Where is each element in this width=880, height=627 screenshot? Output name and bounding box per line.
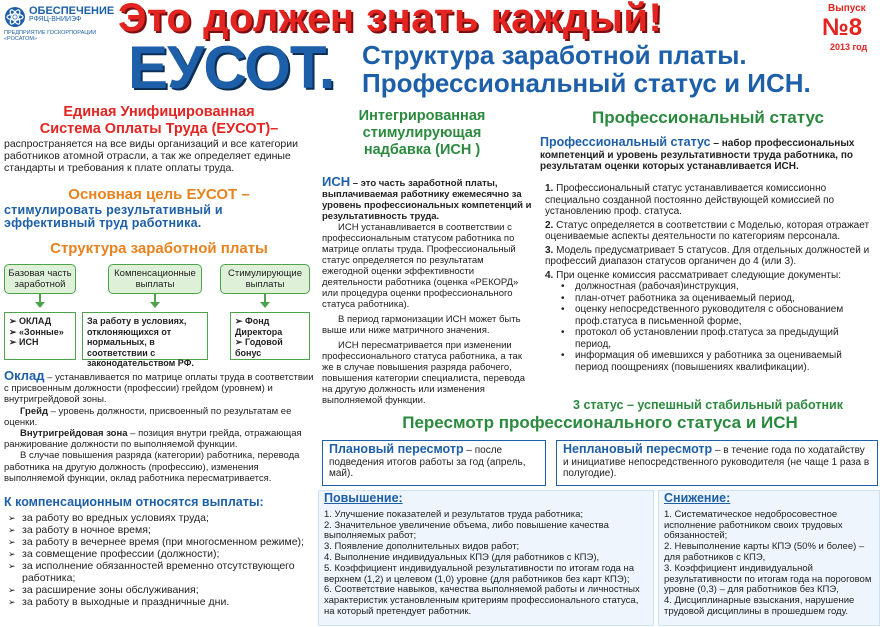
document-item: • протокол об установлении проф.статуса за предыдущий период,: [561, 327, 875, 350]
list-item: 4. Выполнение индивидуальных КПЭ (для работников с КПЭ),: [324, 551, 600, 563]
goal-title: Основная цель ЕУСОТ –: [68, 186, 250, 203]
arrow-head: [35, 302, 45, 308]
right-title: Профессиональный статус: [591, 108, 824, 127]
isn-paragraph-2: В период гармонизации ИСН может быть выше или ниже матричного значения.: [322, 314, 521, 336]
document-item: • информация об имевшихся у работника за оцениваемый период поощрениях (повышениях квалификации).: [561, 350, 875, 373]
oklad-change-text: В случае повышения разряда (категории) работника, перевода работника на другую должность (профессию), изменения выполняемой функции, оклад работника пересматривается.: [4, 450, 300, 484]
middle-title-line1: Интегрированная: [358, 108, 486, 124]
logo-sub: РФЯЦ-ВНИИЭФ: [29, 16, 82, 23]
structure-title: Структура заработной платы: [50, 240, 268, 257]
middle-title-line2: стимулирующая: [362, 125, 482, 141]
isn-paragraph-3: ИСН пересматривается при изменении профессионального статуса работника, а так же в случае повышения разряда рабочего, повышения категории специалиста, перевода на другую должность или изменения выполняемой функции.: [322, 340, 526, 406]
logo: [4, 4, 116, 42]
list-item: 3. Модель предусматривает 5 статусов. Для отдельных должностей и профессий диапазон статусов органичен до 4 (или 3).: [545, 244, 870, 267]
unplanned-review-box: [556, 440, 878, 486]
headline: Это должен знать каждый!: [118, 0, 663, 40]
issue-number: №8: [822, 14, 863, 41]
left-title-line2: Система Оплаты Труда (ЕУСОТ)–: [39, 121, 279, 137]
list-item: ➢ за расширение зоны обслуживания;: [8, 584, 318, 596]
middle-title: [322, 108, 522, 159]
isn-paragraph-1: ИСН устанавливается в соответствии с профессиональным статусом работника по матрице оплаты труда. Профессиональный статус определяется по результатам ежегодной оценки эффективности деятельности работника (оценка «РЕКОРД» или процедура оценки профессионального статуса работника).: [322, 222, 519, 310]
goal-text: стимулировать результативный и эффективный труд работника.: [4, 203, 223, 230]
unplanned-review-text: – в течение года по ходатайству и инициативе непосредственного руководителя (не чаще 1 раза в полугодие).: [563, 445, 870, 479]
list-item: 2. Значительное увеличение объема, либо повышение качества выполняемых работ;: [324, 519, 609, 542]
list-item: 1. Систематическое недобросовестное исполнение работником своих трудовых обязанностей;: [664, 508, 843, 542]
planned-review-box: [322, 440, 546, 486]
document-item: • оценку непосредственного руководителя с обоснованием проф.статуса в письменной форме,: [561, 304, 875, 327]
list-item: ➢ «Зонные»: [9, 326, 64, 337]
list-item: 3. Коэффициент индивидуальной результативности по итогам года на пороговом уровне (0,3) – для работников без КПЭ,: [664, 562, 872, 596]
issue-label: Выпуск: [828, 3, 866, 14]
logo-tagline: ПРЕДПРИЯТИЕ ГОСКОРПОРАЦИИ «РОСАТОМ»: [4, 30, 97, 42]
box-stimulating-items: [230, 312, 310, 360]
left-title: [0, 104, 318, 138]
subtitle-line2: Профессиональный статус и ИСН.: [362, 68, 811, 98]
compensation-list: [8, 512, 318, 608]
list-item: 4. При оценке комиссия рассматривает следующие документы: • должностная (рабочая)инструкция, • план-отчет работника за оцениваемый период, • оценку непосредственного руководителя с обоснованием проф.статуса в письменной форме, • протокол об установлении проф.статуса за предыдущий период, • информация об имевшихся у работника за оцениваемый период поощрениях (повышениях квалификации).: [545, 270, 875, 374]
list-item: 1. Улучшение показателей и результатов труда работника;: [324, 508, 584, 520]
planned-review-text: – после подведения итогов работы за год (апрель, май).: [329, 445, 526, 479]
compensation-title: К компенсационным относятся выплаты:: [4, 495, 264, 509]
arrow-head: [260, 302, 270, 308]
list-item: ➢ за исполнение обязанностей временно отсутствующего работника;: [8, 560, 318, 584]
box-base-items: [4, 312, 76, 360]
grade-definition: Грейд – уровень должности, присвоенный по результатам ее оценки.: [4, 405, 292, 428]
unplanned-review-title: Неплановый пересмотр: [563, 442, 713, 456]
status-definition: Профессиональный статус – набор профессиональных компетенций и уровень результативности труда работника, по результатам оценки которых устанавливается ИСН.: [540, 135, 855, 172]
subtitle-line1: Структура заработной платы.: [362, 40, 747, 70]
list-item: 4. Дисциплинарные взыскания, нарушение трудовой дисциплины в прошедшем году.: [664, 595, 855, 617]
increase-box: [318, 490, 654, 626]
list-item: ➢ за работу в выходные и праздничные дни.: [8, 596, 318, 608]
list-item: ➢ за работу во вредных условиях труда;: [8, 512, 318, 524]
arrow-head: [150, 302, 160, 308]
list-item: 6. Соответствие навыков, качества выполняемой работы и личностных характеристик установленным критериям профессионального статуса, на который претендует работник.: [324, 584, 640, 617]
list-item: 2. Невыполнение карты КПЭ (50% и более) – для работников с КПЭ,: [664, 541, 865, 563]
list-item: 5. Коэффициент индивидуальной результативности по итогам года на верхнем (1,2) и целевом (1,0) уровне (для работников без карт КПЭ);: [324, 562, 635, 585]
middle-title-line3: надбавка (ИСН ): [363, 142, 481, 158]
decrease-title: Снижение:: [664, 491, 731, 505]
list-item: 2. Статус определяется в соответствии с Моделью, которая отражает оцениваемые аспекты деятельности по категориям персонала.: [545, 219, 870, 242]
box-compensation: Компенсационные выплаты: [108, 264, 202, 294]
list-item: ➢ Годовой бонус: [235, 337, 283, 358]
box-base-part: Базовая часть заработной: [4, 264, 76, 294]
isn-definition: ИСН – это часть заработной платы, выплачиваемая работнику ежемесячно за уровень профессиональных компетенций и результативность труда.: [322, 174, 532, 222]
middle-body: [322, 176, 532, 406]
list-item: ➢ за совмещение профессии (должности);: [8, 548, 318, 560]
planned-review-title: Плановый пересмотр: [329, 442, 464, 456]
list-item: ➢ за работу в вечернее время (при многосменном режиме);: [8, 536, 318, 548]
status-3-note: 3 статус – успешный стабильный работник: [573, 398, 843, 412]
decrease-box: [658, 490, 880, 626]
box-compensation-text: За работу в условиях, отклоняющихся от нормальных, в соответствии с законодательством РФ.: [82, 312, 208, 360]
list-item: ➢ ИСН: [9, 337, 39, 347]
logo-atom-icon: [4, 6, 26, 28]
zone-definition: Внутригрейдовая зона – позиция внутри грейда, отражающая ранжирование должности по выполняемой функции.: [4, 428, 302, 451]
logo-name: ОБЕСПЕЧЕНИЕ: [29, 5, 115, 17]
status-rules: [545, 183, 875, 375]
list-item: 3. Появление дополнительных видов работ;: [324, 541, 520, 553]
list-item: ➢ ОКЛАД: [9, 316, 52, 326]
document-item: • должностная (рабочая)инструкция,: [561, 281, 875, 293]
issue-year: 2013 год: [830, 42, 868, 52]
left-intro: распространяется на все виды организаций и все категории работников атомной отрасли, а так же определяет единые стандарты и требования к плате оплаты труда.: [4, 138, 298, 174]
list-item: 1. Профессиональный статус устанавливается комиссионно специально созданной постоянно действующей комиссией по установлению проф. статуса.: [545, 183, 835, 217]
box-stimulating: Стимулирующие выплаты: [220, 264, 310, 294]
oklad-definition: Оклад – устанавливается по матрице оплаты труда в соответствии с присвоенным должности (профессии) грейдом (уровнем) и внутригрейдовой зоны.: [4, 368, 314, 406]
document-item: • план-отчет работника за оцениваемый период,: [561, 293, 875, 305]
acronym-title: ЕУСОТ.: [128, 34, 335, 101]
review-title: Пересмотр профессионального статуса и ИСН: [402, 413, 798, 432]
list-item: ➢ за работу в ночное время;: [8, 524, 318, 536]
left-definitions: [4, 370, 316, 484]
list-item: ➢ Фонд Директора: [235, 316, 283, 337]
increase-title: Повышение:: [324, 491, 403, 505]
left-title-line1: Единая Унифицированная: [63, 104, 255, 120]
